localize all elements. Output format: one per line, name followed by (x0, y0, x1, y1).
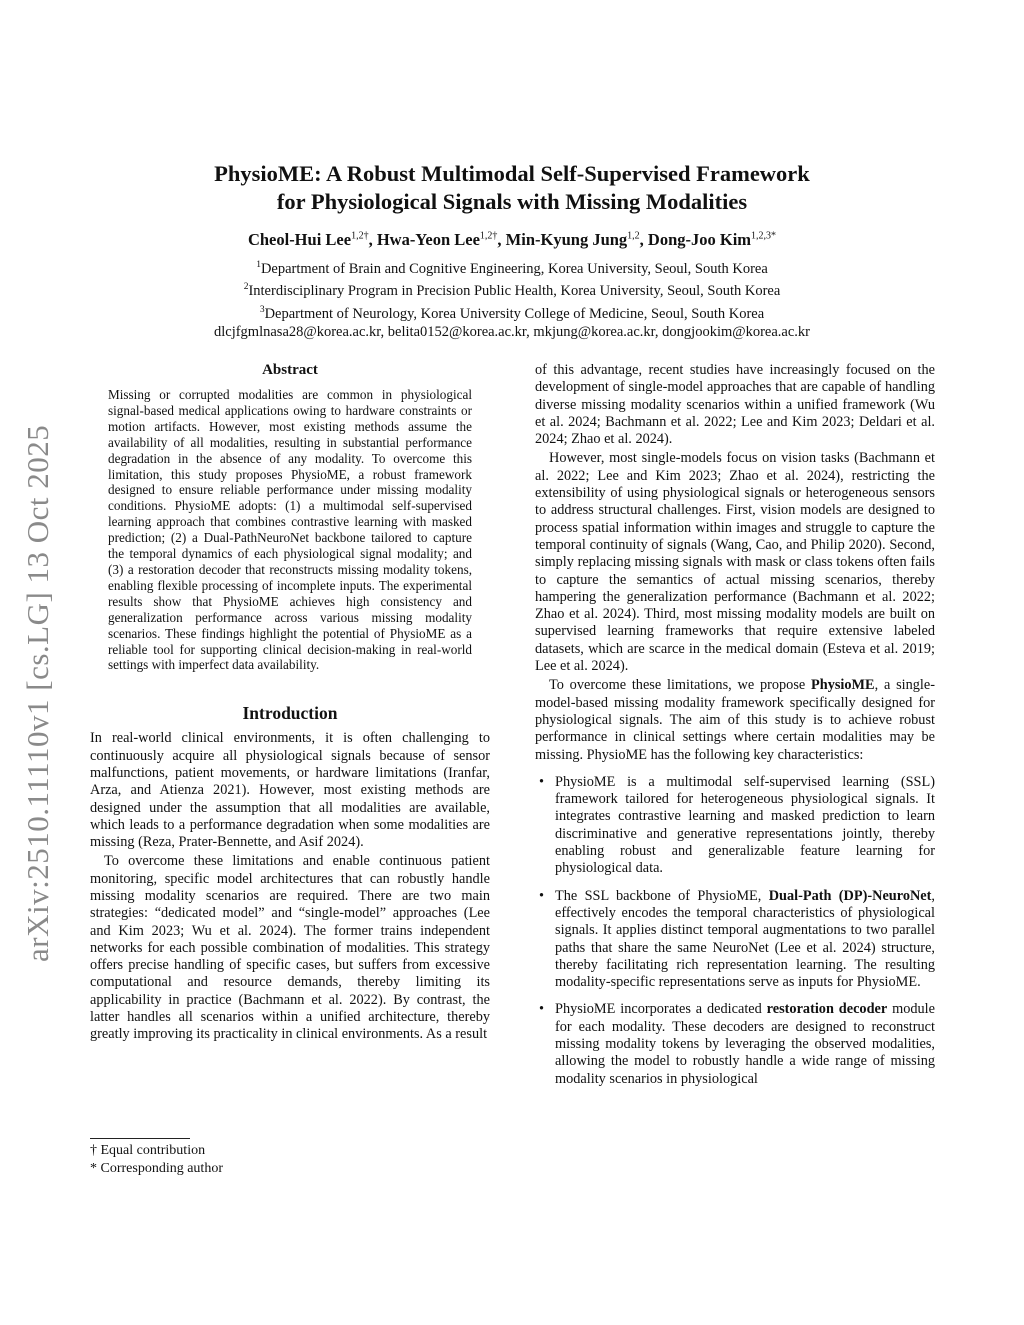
right-paragraph-1: of this advantage, recent studies have increasingly focused on the development of single-model approaches that are capable of handling diverse missing modality scenarios within a unified framework (Wu et al. 2024; Bachmann et al. 2022; Lee and Kim 2023; Deldari et al. 2024; Zhao et al. 2024). (535, 362, 935, 448)
left-column (90, 362, 490, 1044)
intro-paragraph-2: To overcome these limitations and enable continuous patient monitoring, specific model architectures that can robustly handle missing modality scenarios are required. There are two main strategies: “dedicated model” and “single-model” approaches (Lee and Kim 2023; Wu et al. 2024). The former trains independent networks for each possible combination of modalities. This strategy offers precise handling of specific cases, but suffers from excessive computational and resource demands, thereby limiting its applicability in practice (Bachmann et al. 2022). By contrast, the latter handles all scenarios within a unified architecture, thereby greatly improving its practicality in clinical environments. As a result (90, 853, 490, 1043)
arxiv-identifier: arXiv:2510.11110v1 [cs.LG] 13 Oct 2025 (20, 424, 55, 962)
characteristics-list (535, 774, 935, 1088)
title-line-2: for Physiological Signals with Missing Modalities (276, 189, 748, 214)
list-item: • The SSL backbone of PhysioME, Dual-Path (DP)-NeuroNet, effectively encodes the temporal characteristics of physiological signals. It applies distinct temporal augmentations to two parallel paths that share the same NeuroNet (Lee et al. 2024) structure, thereby facilitating rich representation learning. The resulting modality-specific representations serve as inputs for PhysioME. (539, 887, 935, 991)
intro-paragraph-1: In real-world clinical environments, it is often challenging to continuously acquire all physiological signals because of sensor malfunctions, patient movements, or hardware limitations (Iranfar, Arza, and Atienza 2021). However, most existing methods are designed under the assumption that all modalities are available, which leads to a performance degradation when some modalities are missing (Reza, Prater-Bennette, and Asif 2024). (90, 730, 490, 851)
bullet-icon: • (539, 1001, 545, 1018)
author: Dong-Joo Kim$^{1,2,3*}$ (647, 230, 777, 249)
author-emails: dlcjfgmlnasa28@korea.ac.kr, belita0152@korea.ac.kr, mkjung@korea.ac.kr, dongjookim@korea.ac.kr (213, 323, 810, 340)
affiliation: $^1$Department of Brain and Cognitive Engineering, Korea University, Seoul, South Korea (256, 260, 768, 277)
right-column (535, 362, 935, 1098)
footnote-divider (90, 1138, 190, 1139)
affiliation: $^2$Interdisciplinary Program in Precision Public Health, Korea University, Seoul, South Korea (243, 282, 781, 300)
paper-title (110, 160, 914, 216)
introduction-heading: Introduction (242, 703, 338, 724)
list-item: • PhysioME is a multimodal self-supervised learning (SSL) framework tailored for heterogeneous physiological signals. It integrates contrastive learning and masked prediction to learn discriminative and generative representations jointly, thereby enabling robust and generalizable feature learning for physiological data. (539, 773, 935, 877)
author: Min-Kyung Jung$^{1,2}$, (505, 230, 648, 249)
bullet-icon: • (539, 773, 545, 790)
bullet-icon: • (539, 887, 545, 904)
list-item: • PhysioME incorporates a dedicated restoration decoder module for each modality. These decoders are designed to reconstruct missing modality tokens by leveraging the observed modalities, allowing the model to robustly handle a wide range of missing modality scenarios in physiological (539, 1001, 935, 1087)
author: Hwa-Yeon Lee$^{1,2\dagger}$, (376, 230, 506, 249)
author-list (90, 230, 934, 250)
right-paragraph-3: To overcome these limitations, we propose PhysioME, a single-model-based missing modality framework specifically designed for physiological signals. The aim of this study is to achieve robust performance in clinical settings where certain modalities may be missing. PhysioME has the following key characteristics: (535, 677, 935, 763)
abstract-text: Missing or corrupted modalities are common in physiological signal-based medical applications owing to hardware constraints or motion artifacts. However, most existing methods assume the availability of all modalities, resulting in substantial performance degradation in the absence of any modality. To overcome this limitation, this study proposes PhysioME, a robust framework designed to ensure reliable performance under missing modality conditions. PhysioME adopts: (1) a multimodal self-supervised learning approach that combines contrastive learning with masked prediction; (2) a Dual-PathNeuroNet backbone tailored to capture the temporal dynamics of each physiological signal modality; and (3) a restoration decoder that reconstructs missing modality tokens, enabling flexible processing of incomplete inputs. The experimental results show that PhysioME achieves high consistency and generalization performance across various missing modality scenarios. These findings highlight the potential of PhysioME as a reliable tool for supporting clinical decision-making in real-world settings with imperfect data availability. (108, 387, 472, 673)
affiliation: $^3$Department of Neurology, Korea University College of Medicine, Seoul, South Korea (259, 304, 765, 322)
title-line-1: PhysioME: A Robust Multimodal Self-Supervised Framework (214, 161, 810, 186)
footnotes (90, 1142, 223, 1178)
footnote-equal-contribution: † Equal contribution (90, 1143, 206, 1158)
affiliations (90, 256, 934, 341)
right-paragraph-2: However, most single-models focus on vision tasks (Bachmann et al. 2022; Lee and Kim 2023; Zhao et al. 2024), restricting the extensibility of using physiological signals or heterogeneous sensors to address structural challenges. First, vision models are designed to process spatial information within images and struggle to capture the temporal continuity of signals (Wang, Cao, and Philip 2020). Second, simply replacing missing signals with mask or class tokens often fails to capture the semantics of actual missing scenarios, thereby hampering the generalization performance (Bachmann et al. 2022; Zhao et al. 2024). Third, most missing modality models are built on supervised learning frameworks that require extensive labeled datasets, which are scarce in the medical domain (Esteva et al. 2019; Lee et al. 2024). (535, 450, 935, 675)
author: Cheol-Hui Lee$^{1,2\dagger}$, (247, 230, 377, 249)
abstract-heading: Abstract (262, 362, 318, 378)
footnote-corresponding-author: * Corresponding author (90, 1161, 223, 1176)
